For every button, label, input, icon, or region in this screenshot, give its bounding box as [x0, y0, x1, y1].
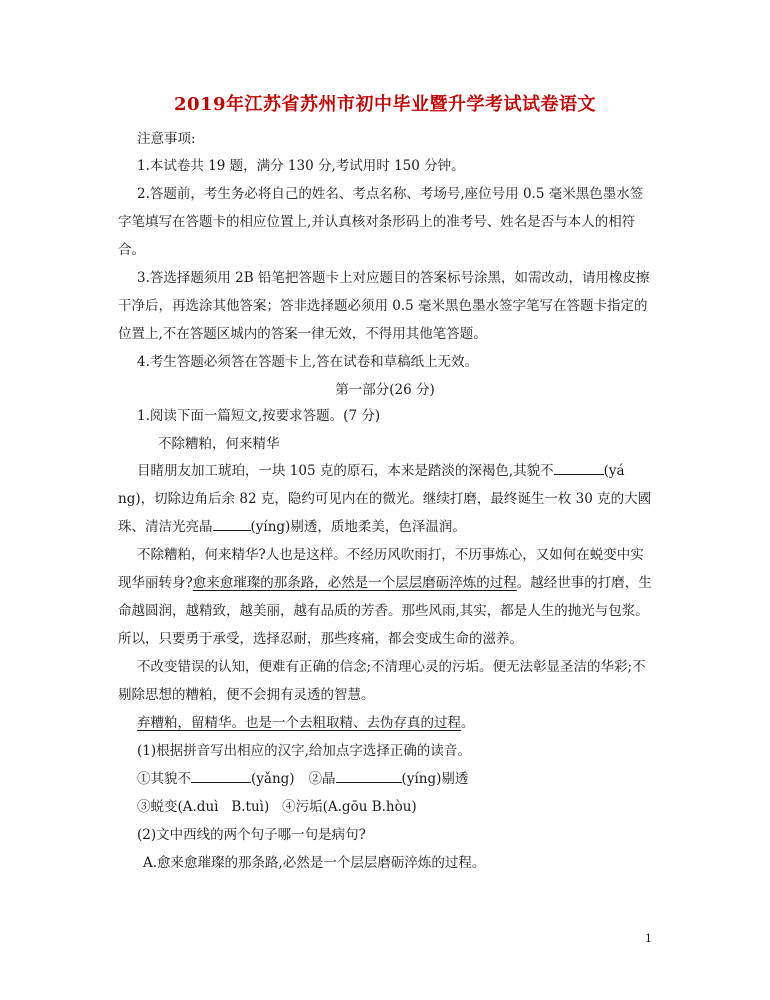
- notice-item-3-line-1: 3.答选择题须用 2B 铅笔把答题卡上对应题目的答案标号涂黑，如需改动，请用橡皮擦: [137, 270, 650, 286]
- item-text: (yǎng): [251, 771, 295, 787]
- notice-heading: 注意事项:: [137, 131, 196, 147]
- item-text: (yíng)剔透: [401, 771, 469, 787]
- subquestion-1-prompt: (1)根据拼音写出相应的汉字,给加点字选择正确的读音。: [137, 743, 471, 759]
- item-text: ①其貌不: [137, 771, 191, 787]
- essay-p2-line-2: [118, 574, 658, 592]
- essay-text: 珠、清洁光亮晶: [118, 519, 213, 535]
- essay-p3-line-1: 不改变错误的认知，便难有正确的信念;不清理心灵的污垢。便无法彰显圣洁的华彩;不: [137, 659, 646, 675]
- notice-item-3-line-3: 位置上,不在答题区城内的答案一律无效，不得用其他笔答题。: [118, 326, 487, 342]
- underlined-sentence-a: 愈来愈璀璨的那条路，必然是一个层层磨砺淬炼的过程: [192, 575, 517, 591]
- essay-p2-line-4: 所以，只要勇于承受，选择忍耐，那些疼痛，都会变成生命的滋养。: [118, 631, 523, 647]
- notice-item-2-line-3: 合。: [118, 242, 145, 258]
- subquestion-1-items-a: [137, 770, 677, 788]
- blank-line[interactable]: [213, 518, 251, 531]
- subquestion-2-prompt: (2)文中西线的两个句子哪一句是病句?: [137, 827, 366, 843]
- essay-title: 不除糟粕，何来精华: [158, 436, 280, 452]
- notice-item-2-line-1: 2.答题前，考生务必将自己的姓名、考点名称、考场号,座位号用 0.5 毫米黑色墨水签: [137, 186, 644, 202]
- notice-item-3-line-2: 干净后，再选涂其他答案；答非选择题必须用 0.5 毫米黑色墨水签字笔写在答题卡指定的: [118, 298, 648, 314]
- exam-title: 2019年江苏省苏州市初中毕业暨升学考试试卷语文: [173, 94, 597, 115]
- essay-text: 。越经世事的打磨，生: [516, 575, 652, 591]
- blank-line[interactable]: [336, 770, 402, 783]
- essay-p3-line-2: 剔除思想的糟粕，便不会拥有灵透的智慧。: [118, 687, 375, 703]
- item-text: ②晶: [308, 771, 336, 787]
- essay-text: 目睹朋友加工琥珀，一块 105 克的原石，本来是踏淡的深褐色,其貌不: [137, 463, 554, 479]
- essay-text: 现华丽转身?: [118, 575, 193, 591]
- subquestion-2-option-a: A.愈来愈璀璨的那条路,必然是一个层层磨砺淬炼的过程。: [143, 855, 486, 871]
- essay-p2-line-1: 不除糟粕，何来精华?人也是这样。不经历风吹雨打，不历事炼心，又如何在蜕变中实: [137, 547, 644, 563]
- notice-item-2-line-2: 字笔填写在答题卡的相应位置上,并认真核对条形码上的准考号、姓名是否与本人的相符: [118, 214, 636, 230]
- subquestion-1-items-b: ③蜕变(A.duì B.tuì) ④污垢(A.gōu B.hòu): [137, 799, 417, 815]
- essay-p4: [137, 714, 677, 732]
- essay-p2-line-3: 命越圆润，越精致，越美丽，越有品质的芳香。那些风雨,其实，都是人生的抛光与包浆。: [118, 603, 649, 619]
- underlined-sentence-b: 弃糟粕，留精华。也是一个去粗取精、去伪存真的过程: [137, 715, 461, 731]
- question-1-prompt: 1.阅读下面一篇短文,按要求答题。(7 分): [137, 408, 381, 424]
- blank-line[interactable]: [554, 462, 604, 475]
- section-heading: 第一部分(26 分): [335, 382, 435, 398]
- essay-text: (yíng)剔透，质地柔美，色泽温润。: [250, 519, 466, 535]
- essay-p1-line-1: [137, 462, 677, 480]
- essay-text: 。: [461, 715, 475, 731]
- essay-p1-line-2: ng)，切除边角后余 82 克，隐约可见内在的微光。继续打磨，最终诞生一枚 30 克的大國: [118, 491, 652, 507]
- notice-item-1: 1.本试卷共 19 题，满分 130 分,考试用时 150 分钟。: [137, 158, 465, 174]
- pinyin-hint: (yá: [603, 463, 625, 479]
- blank-line[interactable]: [191, 770, 251, 783]
- page-number: 1: [645, 932, 652, 945]
- notice-item-4: 4.考生答题必须答在答题卡上,答在试卷和草稿纸上无效。: [137, 354, 479, 370]
- essay-p1-line-3: [118, 518, 658, 536]
